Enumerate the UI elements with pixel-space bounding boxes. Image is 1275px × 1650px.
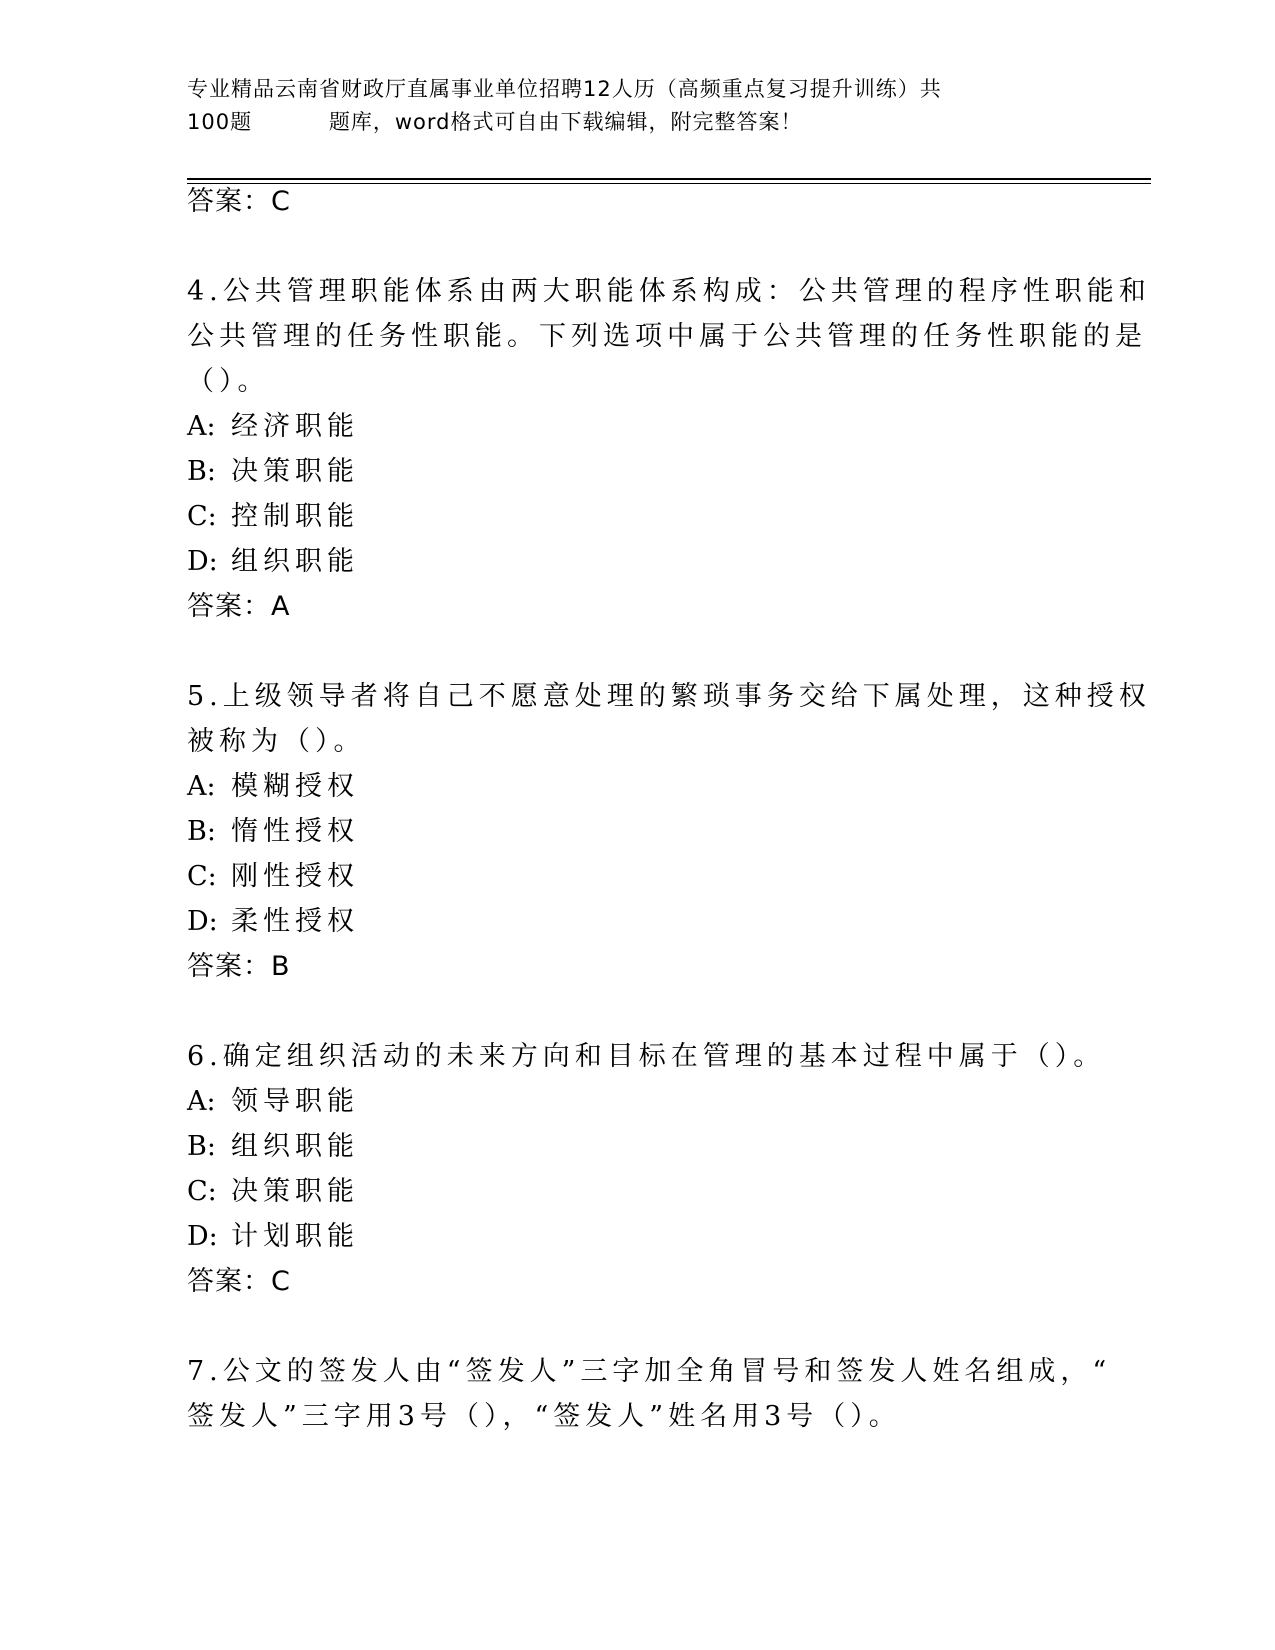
question-6-option-d: [187, 1219, 359, 1255]
option-text: 组织职能: [231, 1131, 359, 1162]
option-key: D:: [187, 546, 218, 577]
option-text: 决策职能: [231, 1176, 359, 1207]
option-key: B:: [187, 456, 216, 487]
question-5-line-1: 5.上级领导者将自己不愿意处理的繁琐事务交给下属处理，这种授权: [187, 681, 1151, 712]
question-7-line-1: 7.公文的签发人由“签发人”三字加全角冒号和签发人姓名组成，“: [187, 1356, 1112, 1387]
question-4-line-1: 4.公共管理职能体系由两大职能体系构成：公共管理的程序性职能和: [187, 276, 1151, 307]
question-5-option-c: [187, 859, 359, 895]
option-key: D:: [187, 906, 218, 937]
option-text: 惰性授权: [231, 816, 359, 847]
question-4-option-a: [187, 409, 359, 445]
question-5-option-d: [187, 904, 359, 940]
question-4-line-2: 公共管理的任务性职能。下列选项中属于公共管理的任务性职能的是: [187, 321, 1147, 352]
option-key: A:: [187, 1086, 216, 1117]
question-7-line-2: 签发人”三字用3号（），“签发人”姓名用3号（）。: [187, 1401, 901, 1432]
option-text: 经济职能: [231, 411, 359, 442]
option-text: 组织职能: [231, 546, 359, 577]
question-5-option-a: [187, 769, 359, 805]
question-4-option-b: [187, 454, 359, 490]
option-key: D:: [187, 1221, 218, 1252]
header-divider-thin: [187, 183, 1151, 184]
option-key: B:: [187, 1131, 216, 1162]
header-divider-thick: [187, 178, 1151, 180]
question-4-line-3: （）。: [187, 366, 270, 397]
option-text: 柔性授权: [231, 906, 359, 937]
document-header: [187, 73, 1067, 139]
option-text: 决策职能: [231, 456, 359, 487]
question-4-option-d: [187, 544, 359, 580]
option-key: A:: [187, 771, 216, 802]
question-5-answer: 答案：B: [187, 951, 291, 982]
option-key: B:: [187, 816, 216, 847]
question-6-option-a: [187, 1084, 359, 1120]
option-key: C:: [187, 501, 217, 532]
option-text: 控制职能: [231, 501, 359, 532]
question-4-option-c: [187, 499, 359, 535]
option-text: 模糊授权: [231, 771, 359, 802]
question-6-option-c: [187, 1174, 359, 1210]
option-key: C:: [187, 861, 217, 892]
option-key: A:: [187, 411, 216, 442]
question-6-answer: 答案：C: [187, 1266, 291, 1297]
option-text: 计划职能: [231, 1221, 359, 1252]
question-5-line-2: 被称为（）。: [187, 726, 366, 757]
question-6-option-b: [187, 1129, 359, 1165]
question-5-option-b: [187, 814, 359, 850]
question-4-answer: 答案：A: [187, 591, 291, 622]
header-title-line-1: 专业精品云南省财政厅直属事业单位招聘12人历（高频重点复习提升训练）共: [187, 77, 942, 101]
option-text: 领导职能: [231, 1086, 359, 1117]
answer-previous: 答案：C: [187, 186, 291, 217]
option-text: 刚性授权: [231, 861, 359, 892]
header-title-line-2: 100题 题库，word格式可自由下载编辑，附完整答案！: [187, 110, 803, 134]
question-6-line-1: 6.确定组织活动的未来方向和目标在管理的基本过程中属于（）。: [187, 1041, 1106, 1072]
option-key: C:: [187, 1176, 217, 1207]
